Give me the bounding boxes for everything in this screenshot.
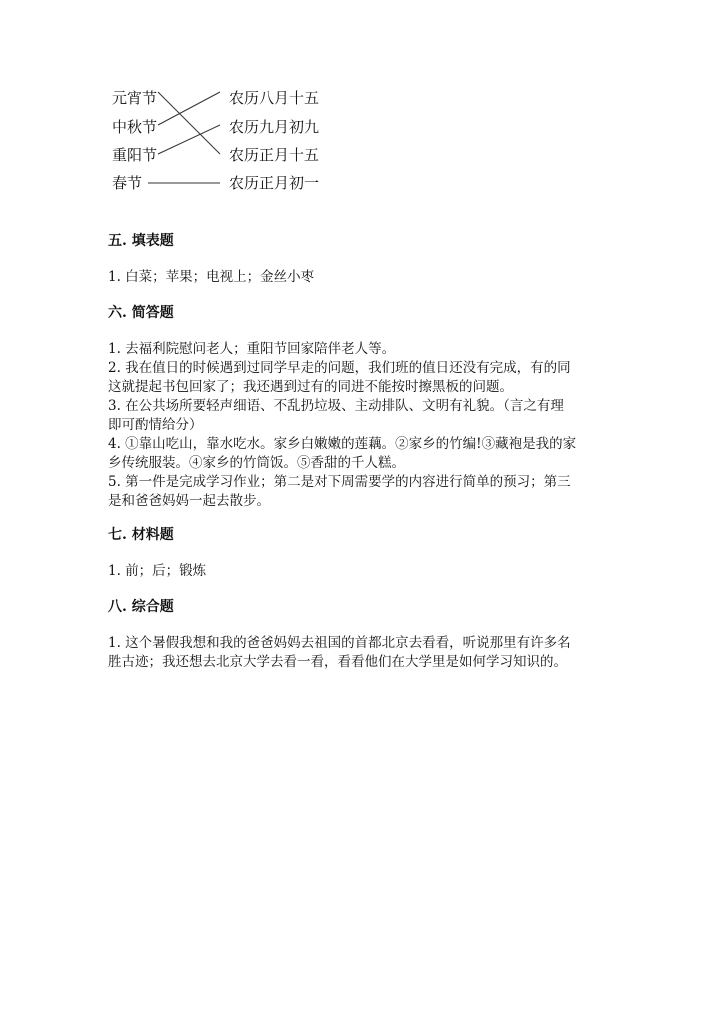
answer-line: 1. 前；后；锻炼 bbox=[108, 563, 207, 579]
match-line-zhongqiu bbox=[158, 92, 220, 125]
date-label-2: 农历九月初九 bbox=[229, 118, 320, 136]
festival-label-3: 重阳节 bbox=[112, 146, 158, 164]
answer-line: 是和爸爸妈妈一起去散步。 bbox=[108, 493, 270, 509]
answer-line: 5. 第一件是完成学习作业；第二是对下周需要学的内容进行简单的预习；第三 bbox=[108, 474, 571, 490]
answer-line: 3. 在公共场所要轻声细语、不乱扔垃圾、主动排队、文明有礼貌。（言之有理 bbox=[108, 398, 564, 414]
answer-line: 即可酌情给分） bbox=[108, 417, 203, 433]
section-title: 七. 材料题 bbox=[108, 527, 174, 543]
section-short-answer bbox=[108, 303, 608, 511]
date-label-1: 农历八月十五 bbox=[229, 89, 320, 107]
answer-line: 1. 去福利院慰问老人；重阳节回家陪伴老人等。 bbox=[108, 341, 396, 357]
date-label-4: 农历正月初一 bbox=[229, 174, 320, 192]
festival-label-2: 中秋节 bbox=[112, 118, 158, 136]
match-line-yuanxiao bbox=[158, 92, 220, 154]
answer-line: 胜古迹；我还想去北京大学去看一看，看看他们在大学里是如何学习知识的。 bbox=[108, 654, 567, 670]
answer-line: 这就提起书包回家了；我还遇到过有的同进不能按时擦黑板的问题。 bbox=[108, 379, 513, 395]
section-title: 六. 简答题 bbox=[108, 305, 174, 321]
matching-figure bbox=[108, 82, 348, 200]
section-material bbox=[108, 525, 608, 581]
festival-label-4: 春节 bbox=[112, 174, 143, 192]
section-comprehensive bbox=[108, 597, 608, 672]
festival-label-1: 元宵节 bbox=[112, 89, 158, 107]
answer-line: 1. 白菜；苹果；电视上；金丝小枣 bbox=[108, 269, 315, 285]
answer-line: 乡传统服装。④家乡的竹筒饭。⑤香甜的千人糕。 bbox=[108, 455, 405, 471]
answer-line: 1. 这个暑假我想和我的爸爸妈妈去祖国的首都北京去看看，听说那里有许多名 bbox=[108, 635, 571, 651]
answer-line: 2. 我在值日的时候遇到过同学早走的问题，我们班的值日还没有完成，有的同 bbox=[108, 360, 571, 376]
section-title: 五. 填表题 bbox=[108, 233, 174, 249]
section-title: 八. 综合题 bbox=[108, 599, 174, 615]
match-line-chongyang bbox=[158, 125, 220, 154]
date-label-3: 农历正月十五 bbox=[229, 146, 320, 164]
answer-line: 4. ①靠山吃山，靠水吃水。家乡白嫩嫩的莲藕。②家乡的竹编!③藏袍是我的家 bbox=[108, 436, 577, 452]
section-fill-table bbox=[108, 231, 608, 287]
